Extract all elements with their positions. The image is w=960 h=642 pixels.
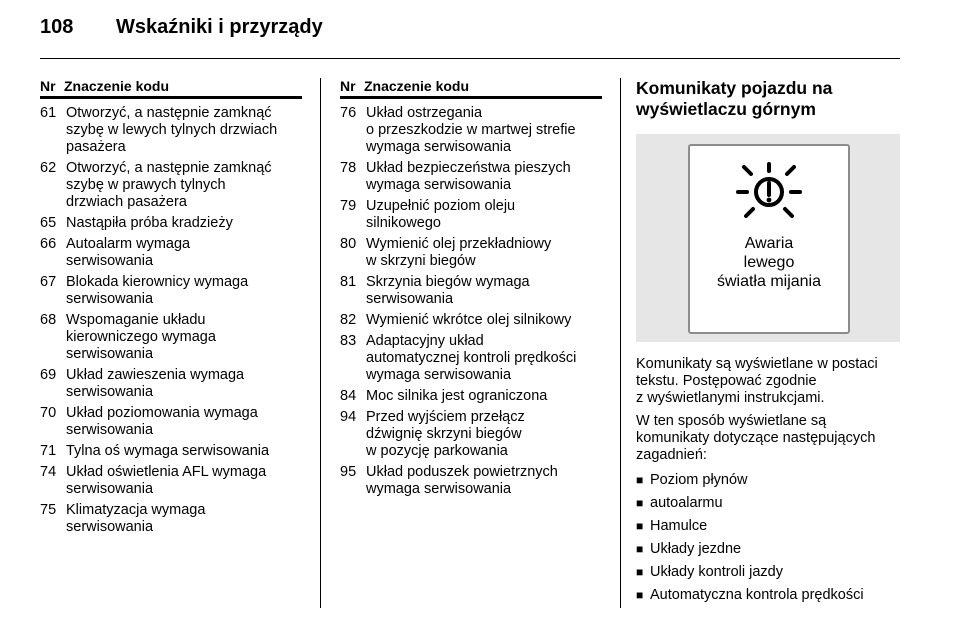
table-row (340, 274, 602, 308)
bulb-failure-icon (735, 162, 803, 222)
row-description: Tylna oś wymaga serwisowania (66, 443, 270, 459)
list-item (636, 472, 902, 489)
row-code: 74 (40, 464, 57, 480)
row-description: Moc silnika jest ograniczona (366, 388, 548, 404)
row-code: 67 (40, 274, 57, 290)
row-description: Układ oświetlenia AFL wymaga serwisowania (66, 464, 267, 497)
table-rows (340, 105, 602, 498)
row-code: 69 (40, 367, 57, 383)
list-item-text: Układy jezdne (650, 541, 742, 557)
row-description: Uzupełnić poziom oleju silnikowego (366, 198, 516, 231)
header-divider (40, 58, 900, 59)
row-code: 78 (340, 160, 357, 176)
row-description: Klimatyzacja wymaga serwisowania (66, 502, 206, 535)
row-code: 80 (340, 236, 357, 252)
page-title: Wskaźniki i przyrządy (116, 16, 323, 38)
list-item-text: Poziom płynów (650, 472, 748, 488)
row-description: Układ poduszek powietrznych wymaga serwisowania (366, 464, 558, 497)
list-item-text: Automatyczna kontrola prędkości (650, 587, 864, 603)
row-description: Adaptacyjny układ automatycznej kontroli prędkości wymaga serwisowania (366, 333, 577, 383)
table-row (340, 388, 602, 405)
row-code: 95 (340, 464, 357, 480)
row-description: Przed wyjściem przełącz dźwignię skrzyni biegów w pozycję parkowania (366, 409, 525, 459)
display-line: lewego (743, 254, 795, 271)
display-screen (688, 144, 850, 334)
row-description: Układ ostrzegania o przeszkodzie w martwej strefie wymaga serwisowania (366, 105, 576, 155)
table-rows (40, 105, 302, 536)
table-row (40, 367, 302, 401)
row-code: 81 (340, 274, 357, 290)
bullet-list (636, 472, 902, 604)
row-code: 79 (340, 198, 357, 214)
column-divider (320, 78, 321, 608)
header-nr: Nr (340, 78, 356, 94)
row-description: Układ poziomowania wymaga serwisowania (66, 405, 258, 438)
bullet-square-icon: ■ (636, 565, 644, 579)
table-row (40, 215, 302, 232)
display-message (690, 234, 848, 291)
row-code: 66 (40, 236, 57, 252)
code-table-right (340, 78, 602, 502)
row-description: Otworzyć, a następnie zamknąć szybę w prawych tylnych drzwiach pasażera (66, 160, 272, 210)
table-row (40, 274, 302, 308)
page-number: 108 (40, 16, 74, 38)
bullet-square-icon: ■ (636, 519, 644, 533)
row-code: 83 (340, 333, 357, 349)
table-row (340, 236, 602, 270)
row-description: Skrzynia biegów wymaga serwisowania (366, 274, 530, 307)
row-code: 65 (40, 215, 57, 231)
list-item (636, 587, 902, 604)
row-code: 61 (40, 105, 57, 121)
list-item (636, 518, 902, 535)
table-row (340, 198, 602, 232)
row-description: Układ zawieszenia wymaga serwisowania (66, 367, 245, 400)
row-description: Nastąpiła próba kradzieży (66, 215, 233, 231)
list-item-text: Hamulce (650, 518, 708, 534)
page-header (40, 16, 323, 48)
row-code: 75 (40, 502, 57, 518)
table-row (40, 464, 302, 498)
table-row (340, 312, 602, 329)
row-description: Układ bezpieczeństwa pieszych wymaga serwisowania (366, 160, 571, 193)
section-title: Komunikaty pojazdu na wyświetlaczu górnym (636, 78, 833, 119)
row-description: Otworzyć, a następnie zamknąć szybę w lewych tylnych drzwiach pasażera (66, 105, 278, 155)
row-code: 62 (40, 160, 57, 176)
header-meaning: Znaczenie kodu (64, 78, 170, 94)
row-code: 70 (40, 405, 57, 421)
row-description: Wymienić olej przekładniowy w skrzyni biegów (366, 236, 552, 269)
table-row (340, 160, 602, 194)
row-code: 94 (340, 409, 357, 425)
table-row (40, 405, 302, 439)
bullet-square-icon: ■ (636, 588, 644, 602)
table-row (40, 236, 302, 270)
display-line: Awaria (744, 235, 794, 252)
row-code: 71 (40, 443, 57, 459)
header-nr: Nr (40, 78, 56, 94)
table-row (340, 464, 602, 498)
header-meaning: Znaczenie kodu (364, 78, 470, 94)
row-description: Blokada kierownicy wymaga serwisowania (66, 274, 249, 307)
row-description: Autoalarm wymaga serwisowania (66, 236, 191, 269)
table-header (340, 78, 602, 99)
row-code: 84 (340, 388, 357, 404)
table-row (40, 105, 302, 156)
row-code: 68 (40, 312, 57, 328)
row-code: 76 (340, 105, 357, 121)
list-item (636, 541, 902, 558)
table-row (40, 502, 302, 536)
head-up-display-figure (636, 134, 900, 342)
table-row (340, 105, 602, 156)
table-row (40, 312, 302, 363)
list-item-text: autoalarmu (650, 495, 723, 511)
list-item-text: Układy kontroli jazdy (650, 564, 783, 580)
row-description: Wspomaganie układu kierowniczego wymaga serwisowania (66, 312, 216, 362)
vehicle-messages-section (636, 78, 902, 610)
bullet-square-icon: ■ (636, 496, 644, 510)
bullet-square-icon: ■ (636, 473, 644, 487)
list-item (636, 564, 902, 581)
bullet-square-icon: ■ (636, 542, 644, 556)
list-item (636, 495, 902, 512)
row-description: Wymienić wkrótce olej silnikowy (366, 312, 572, 328)
paragraph: W ten sposób wyświetlane są komunikaty dotyczące następujących zagadnień: (636, 413, 876, 463)
table-row (340, 333, 602, 384)
code-table-left (40, 78, 302, 540)
table-header (40, 78, 302, 99)
table-row (40, 160, 302, 211)
display-line: światła mijania (716, 273, 822, 290)
row-code: 82 (340, 312, 357, 328)
table-row (340, 409, 602, 460)
column-divider (620, 78, 621, 608)
table-row (40, 443, 302, 460)
paragraph: Komunikaty są wyświetlane w postaci tekstu. Postępować zgodnie z wyświetlanymi instrukcjami. (636, 356, 878, 406)
